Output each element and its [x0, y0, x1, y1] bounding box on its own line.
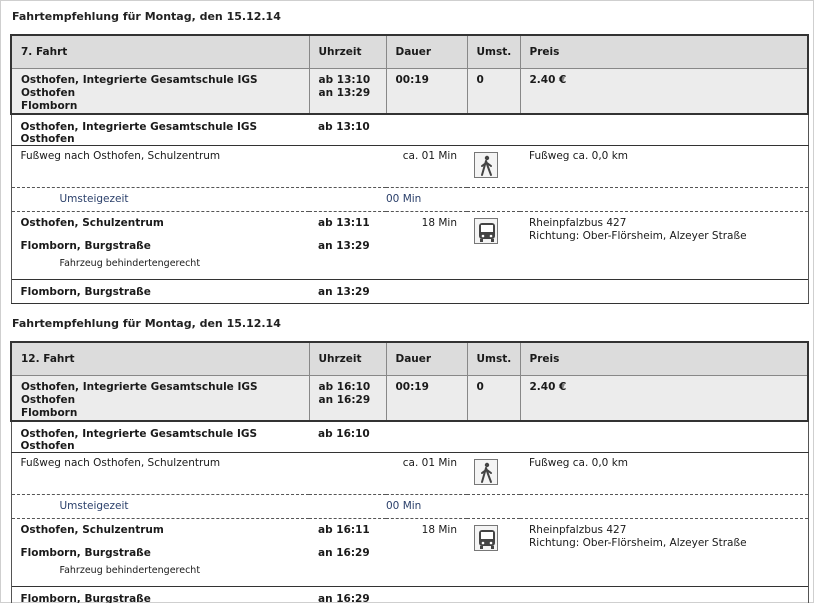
summary-departure: ab 13:10 — [318, 73, 371, 86]
summary-to: Flomborn — [21, 99, 78, 112]
change-label[interactable]: Umsteigezeit — [11, 187, 309, 211]
trip-2-title: Fahrtempfehlung für Montag, den 15.12.14 — [12, 317, 281, 330]
summary-price: 2.40 € — [520, 68, 808, 114]
header-time[interactable]: Uhrzeit — [309, 35, 386, 68]
trip-1-title: Fahrtempfehlung für Montag, den 15.12.14 — [12, 10, 281, 23]
trip-1-change-row — [11, 187, 808, 211]
walk-duration: ca. 01 Min — [386, 145, 467, 187]
header-trip: 7. Fahrt — [11, 35, 309, 68]
change-duration: 00 Min — [386, 187, 467, 211]
trip-1-summary-row[interactable] — [11, 68, 808, 114]
trip-1-destination-row — [11, 279, 808, 303]
header-duration[interactable]: Dauer — [386, 35, 467, 68]
bus-to: Flomborn, Burgstraße — [20, 239, 151, 252]
walking-person-icon — [474, 152, 498, 178]
origin-time: ab 13:10 — [309, 114, 386, 146]
header-price[interactable]: Preis — [520, 35, 808, 68]
bus-accessibility-note: Fahrzeug behindertengerecht — [59, 257, 201, 269]
trip-2-table — [10, 341, 807, 603]
walk-duration: ca. 01 Min — [386, 452, 467, 494]
bus-duration: 18 Min — [421, 216, 457, 229]
header-changes[interactable]: Umst. — [467, 35, 520, 68]
summary-arrival: an 13:29 — [318, 86, 371, 99]
trip-2-walk-row — [11, 452, 808, 494]
change-label[interactable]: Umsteigezeit — [11, 494, 309, 518]
walk-info: Fußweg ca. 0,0 km — [520, 452, 808, 494]
bus-direction: Richtung: Ober-Flörsheim, Alzeyer Straße — [529, 536, 747, 549]
walking-person-icon — [474, 459, 498, 485]
bus-from: Osthofen, Schulzentrum — [20, 216, 164, 229]
bus-departure: ab 16:11 — [318, 523, 370, 536]
walk-info: Fußweg ca. 0,0 km — [520, 145, 808, 187]
summary-arrival: an 16:29 — [318, 393, 371, 406]
summary-from: Osthofen, Integrierte Gesamtschule IGS Osthofen — [21, 380, 258, 406]
trip-1-header-row — [11, 35, 808, 68]
destination-name: Flomborn, Burgstraße — [11, 586, 309, 603]
summary-departure: ab 16:10 — [318, 380, 371, 393]
trip-2-bus-row — [11, 518, 808, 586]
header-changes[interactable]: Umst. — [467, 342, 520, 375]
header-trip: 12. Fahrt — [11, 342, 309, 375]
summary-price: 2.40 € — [520, 375, 808, 421]
summary-from: Osthofen, Integrierte Gesamtschule IGS Osthofen — [21, 73, 258, 99]
trip-1-origin-row — [11, 114, 808, 146]
summary-duration: 00:19 — [386, 375, 467, 421]
trip-1-bus-row — [11, 211, 808, 279]
trip-2-destination-row — [11, 586, 808, 603]
bus-departure: ab 13:11 — [318, 216, 370, 229]
bus-line[interactable]: Rheinpfalzbus 427 — [529, 216, 627, 229]
bus-from: Osthofen, Schulzentrum — [20, 523, 164, 536]
trip-2-change-row — [11, 494, 808, 518]
destination-time: an 16:29 — [309, 586, 386, 603]
bus-duration: 18 Min — [421, 523, 457, 536]
bus-accessibility-note: Fahrzeug behindertengerecht — [59, 564, 201, 576]
change-duration: 00 Min — [386, 494, 467, 518]
origin-name: Osthofen, Integrierte Gesamtschule IGS Osthofen — [11, 114, 309, 146]
header-price[interactable]: Preis — [520, 342, 808, 375]
bus-arrival: an 16:29 — [318, 546, 370, 559]
bus-direction: Richtung: Ober-Flörsheim, Alzeyer Straße — [529, 229, 747, 242]
walk-label: Fußweg nach Osthofen, Schulzentrum — [11, 452, 309, 494]
trip-2-origin-row — [11, 421, 808, 453]
bus-icon — [474, 218, 498, 244]
bus-to: Flomborn, Burgstraße — [20, 546, 151, 559]
bus-line[interactable]: Rheinpfalzbus 427 — [529, 523, 627, 536]
trip-1-table — [10, 34, 807, 304]
destination-name: Flomborn, Burgstraße — [11, 279, 309, 303]
bus-icon — [474, 525, 498, 551]
trip-2-header-row — [11, 342, 808, 375]
summary-to: Flomborn — [21, 406, 78, 419]
origin-name: Osthofen, Integrierte Gesamtschule IGS Osthofen — [11, 421, 309, 453]
summary-duration: 00:19 — [386, 68, 467, 114]
summary-changes: 0 — [467, 68, 520, 114]
header-duration[interactable]: Dauer — [386, 342, 467, 375]
header-time[interactable]: Uhrzeit — [309, 342, 386, 375]
origin-time: ab 16:10 — [309, 421, 386, 453]
destination-time: an 13:29 — [309, 279, 386, 303]
summary-changes: 0 — [467, 375, 520, 421]
walk-label: Fußweg nach Osthofen, Schulzentrum — [11, 145, 309, 187]
trip-1-walk-row — [11, 145, 808, 187]
trip-2-summary-row[interactable] — [11, 375, 808, 421]
bus-arrival: an 13:29 — [318, 239, 370, 252]
